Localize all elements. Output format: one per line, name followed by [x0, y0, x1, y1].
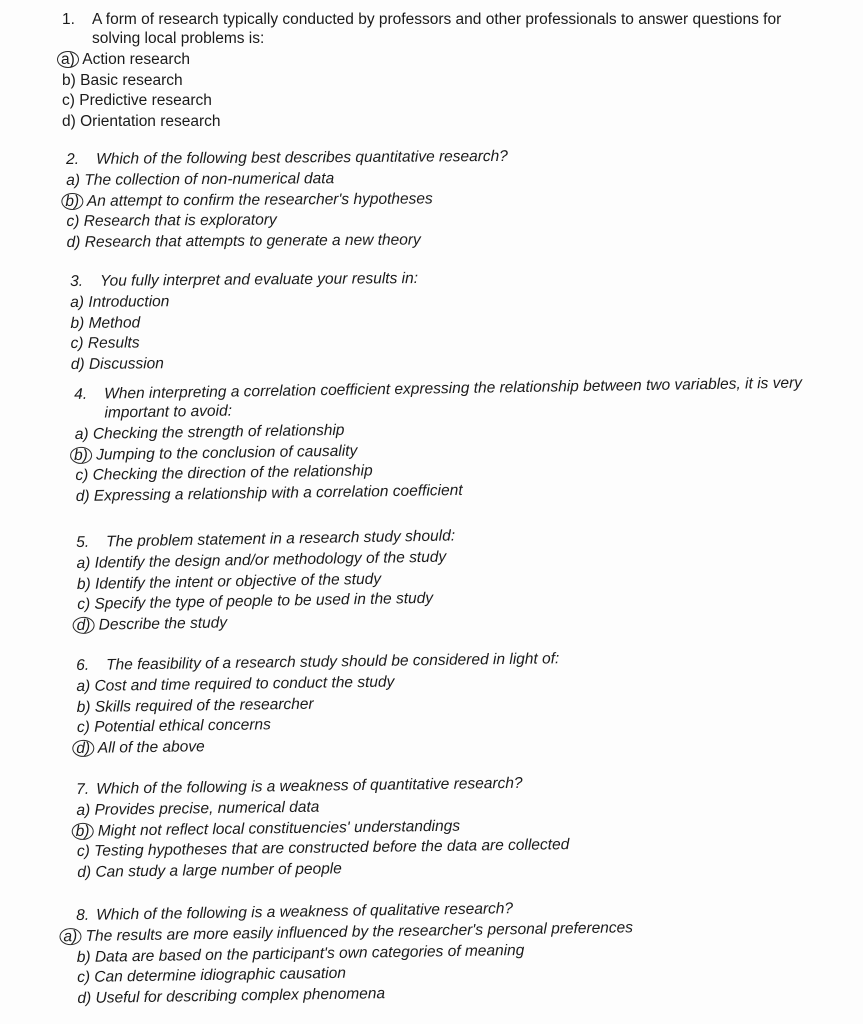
option-text: Can determine idiographic causation	[94, 964, 347, 986]
answer-circle: b)	[72, 822, 94, 839]
answer-circle: d)	[72, 739, 94, 756]
option-text: Expressing a relationship with a correlation coefficient	[93, 481, 463, 505]
question-8	[63, 894, 818, 1009]
option-letter: a)	[76, 677, 91, 695]
question-number: 3.	[70, 272, 84, 290]
option-text: Checking the direction of the relationship	[92, 462, 373, 484]
answer-circle: b)	[70, 446, 92, 463]
option-letter: a)	[76, 554, 91, 572]
question-text: Which of the following is a weakness of qualitative research?	[96, 900, 514, 924]
question-3	[70, 265, 831, 375]
option-c	[62, 91, 842, 112]
option-text: Method	[88, 313, 141, 332]
option-text: Testing hypotheses that are constructed before the data are collected	[94, 836, 570, 860]
option-letter: b)	[76, 575, 91, 593]
option-letter: c)	[76, 968, 91, 986]
question-text: When interpreting a correlation coefficient expressing the relationship between two variables, it is very important to avoid:	[104, 374, 803, 422]
option-text: Potential ethical concerns	[94, 716, 271, 736]
option-letter: c)	[76, 718, 91, 736]
option-letter: a)	[74, 425, 89, 443]
option-letter: c)	[76, 842, 91, 860]
question-number: 6.	[76, 656, 90, 674]
option-text: Action research	[82, 51, 190, 68]
option-text: Data are based on the participant's own categories of meaning	[94, 941, 525, 966]
option-text: The results are more easily influenced by the researcher's personal preferences	[85, 919, 634, 945]
option-text: Can study a large number of people	[95, 859, 342, 881]
question-number: 4.	[74, 385, 88, 403]
option-text: Discussion	[88, 354, 164, 373]
option-letter: c)	[62, 92, 75, 109]
option-text: Jumping to the conclusion of causality	[96, 442, 358, 464]
option-text: Identify the design and/or methodology of the study	[94, 548, 447, 572]
question-4	[74, 373, 838, 507]
option-text: Provides precise, numerical data	[94, 798, 320, 819]
question-5	[76, 520, 818, 636]
option-text: Introduction	[88, 293, 170, 311]
option-letter: c)	[70, 334, 84, 352]
question-2	[66, 145, 827, 253]
option-text: All of the above	[97, 737, 205, 757]
question-7	[76, 770, 817, 883]
answer-circle: b)	[61, 192, 83, 209]
question-text: The feasibility of a research study should be considered in light of:	[106, 650, 560, 674]
option-letter: a)	[66, 171, 81, 189]
option-letter: d)	[75, 487, 90, 505]
answer-circle: a)	[57, 51, 79, 68]
option-text: Predictive research	[79, 92, 212, 109]
option-text: Useful for describing complex phenomena	[95, 984, 386, 1007]
option-text: Basic research	[80, 71, 183, 89]
question-1	[62, 10, 842, 132]
option-text: Specify the type of people to be used in the study	[94, 589, 434, 613]
option-d	[67, 227, 827, 253]
question-text: Which of the following best describes quantitative research?	[96, 147, 508, 168]
answer-circle: a)	[59, 928, 81, 945]
option-text: Research that is exploratory	[83, 211, 277, 230]
option-letter: a)	[70, 293, 85, 311]
option-letter: a)	[76, 801, 91, 819]
option-text: Might not reflect local constituencies' understandings	[97, 817, 461, 840]
answer-circle: d)	[72, 616, 94, 633]
option-text: The collection of non-numerical data	[84, 170, 335, 189]
question-text: A form of research typically conducted by professors and other professionals to answer questions for solving local problems is:	[92, 11, 782, 47]
option-letter: c)	[77, 595, 91, 613]
option-letter: d)	[70, 355, 85, 373]
option-text: Checking the strength of relationship	[92, 421, 345, 443]
question-text: You fully interpret and evaluate your results in:	[100, 269, 419, 290]
question-text: Which of the following is a weakness of quantitative research?	[96, 774, 523, 798]
option-text: Describe the study	[98, 613, 228, 634]
option-letter: d)	[66, 233, 81, 251]
option-text: Results	[87, 334, 140, 352]
option-b	[62, 71, 842, 92]
option-letter: c)	[75, 466, 89, 484]
option-text: An attempt to confirm the researcher's hypotheses	[86, 189, 433, 210]
question-number: 8.	[76, 906, 90, 924]
question-number: 5.	[76, 533, 90, 551]
question-number: 7.	[76, 780, 90, 798]
option-letter: b)	[76, 948, 91, 966]
option-text: Skills required of the researcher	[94, 695, 314, 716]
option-letter: b)	[76, 698, 91, 716]
option-a	[62, 50, 842, 71]
option-text: Cost and time required to conduct the study	[94, 673, 395, 695]
option-text: Orientation research	[80, 112, 221, 130]
option-letter: c)	[66, 212, 80, 230]
option-text: Identify the intent or objective of the study	[94, 570, 382, 593]
question-text: The problem statement in a research study should:	[106, 527, 456, 551]
question-6	[76, 646, 817, 759]
option-letter: d)	[77, 989, 92, 1007]
option-d	[62, 112, 842, 133]
question-number: 1.	[62, 11, 75, 28]
option-letter: d)	[77, 863, 92, 881]
option-letter: d)	[62, 112, 76, 130]
option-letter: b)	[70, 314, 85, 332]
option-text: Research that attempts to generate a new theory	[84, 231, 421, 251]
option-letter: b)	[62, 71, 76, 89]
question-number: 2.	[66, 150, 80, 168]
